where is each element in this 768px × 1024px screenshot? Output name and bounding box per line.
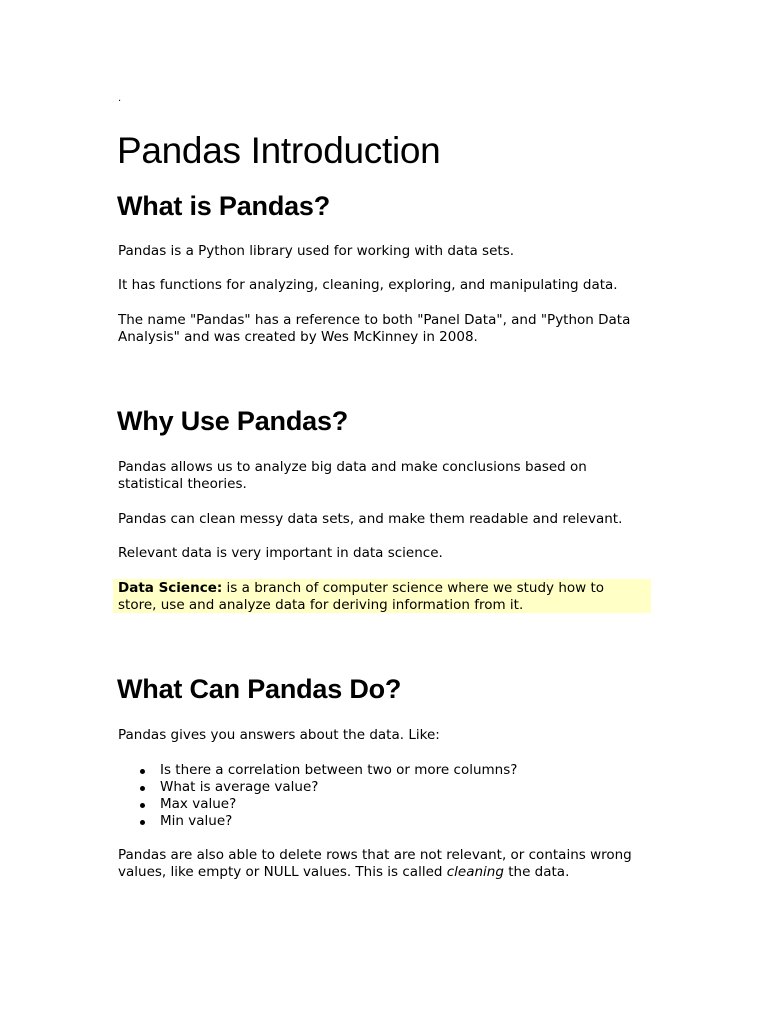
paragraph-cleaning-line1: Pandas are also able to delete rows that are not relevant, or contains wrong	[118, 847, 632, 863]
list-item	[118, 796, 658, 813]
data-science-note-label: Data Science:	[118, 580, 223, 596]
bullet-icon	[140, 820, 145, 825]
paragraph-clean-messy-data: Pandas can clean messy data sets, and make them readable and relevant.	[118, 511, 623, 527]
paragraph-pandas-functions: It has functions for analyzing, cleaning, exploring, and manipulating data.	[118, 277, 618, 293]
data-science-note	[118, 580, 648, 614]
top-dot-mark: .	[118, 93, 122, 104]
heading-what-can-pandas-do: What Can Pandas Do?	[117, 674, 402, 704]
paragraph-pandas-name-line1: The name "Pandas" has a reference to both "Panel Data", and "Python Data	[118, 312, 631, 328]
list-item-text: Is there a correlation between two or more columns?	[160, 762, 518, 778]
paragraph-analyze-big-data-line1: Pandas allows us to analyze big data and make conclusions based on	[118, 459, 587, 475]
paragraph-analyze-big-data	[118, 459, 658, 493]
cleaning-emphasis: cleaning	[446, 864, 504, 880]
heading-why-use-pandas: Why Use Pandas?	[117, 406, 349, 436]
list-item-text: Max value?	[160, 796, 237, 812]
list-item-text: Min value?	[160, 813, 233, 829]
page-title: Pandas Introduction	[117, 130, 441, 171]
bullet-icon	[140, 769, 145, 774]
data-science-note-line1: is a branch of computer science where we study how to	[222, 580, 605, 596]
paragraph-pandas-name-line2: Analysis" and was created by Wes McKinney in 2008.	[118, 329, 478, 345]
paragraph-pandas-library: Pandas is a Python library used for working with data sets.	[118, 243, 515, 259]
list-item	[118, 762, 658, 779]
list-item-text: What is average value?	[160, 779, 319, 795]
heading-what-is-pandas: What is Pandas?	[117, 191, 331, 221]
list-item	[118, 813, 658, 830]
paragraph-analyze-big-data-line2: statistical theories.	[118, 476, 247, 492]
list-item	[118, 779, 658, 796]
paragraph-cleaning-data	[118, 847, 658, 881]
paragraph-relevant-data: Relevant data is very important in data science.	[118, 545, 443, 561]
paragraph-pandas-name	[118, 312, 658, 346]
paragraph-cleaning-line2-prefix: values, like empty or NULL values. This is called	[118, 864, 447, 880]
paragraph-cleaning-line2-suffix: the data.	[503, 864, 570, 880]
bullet-icon	[140, 786, 145, 791]
paragraph-pandas-answers: Pandas gives you answers about the data. Like:	[118, 727, 440, 743]
data-science-note-line2: store, use and analyze data for deriving information from it.	[118, 597, 524, 613]
bullet-icon	[140, 803, 145, 808]
pandas-capabilities-list	[118, 762, 658, 830]
